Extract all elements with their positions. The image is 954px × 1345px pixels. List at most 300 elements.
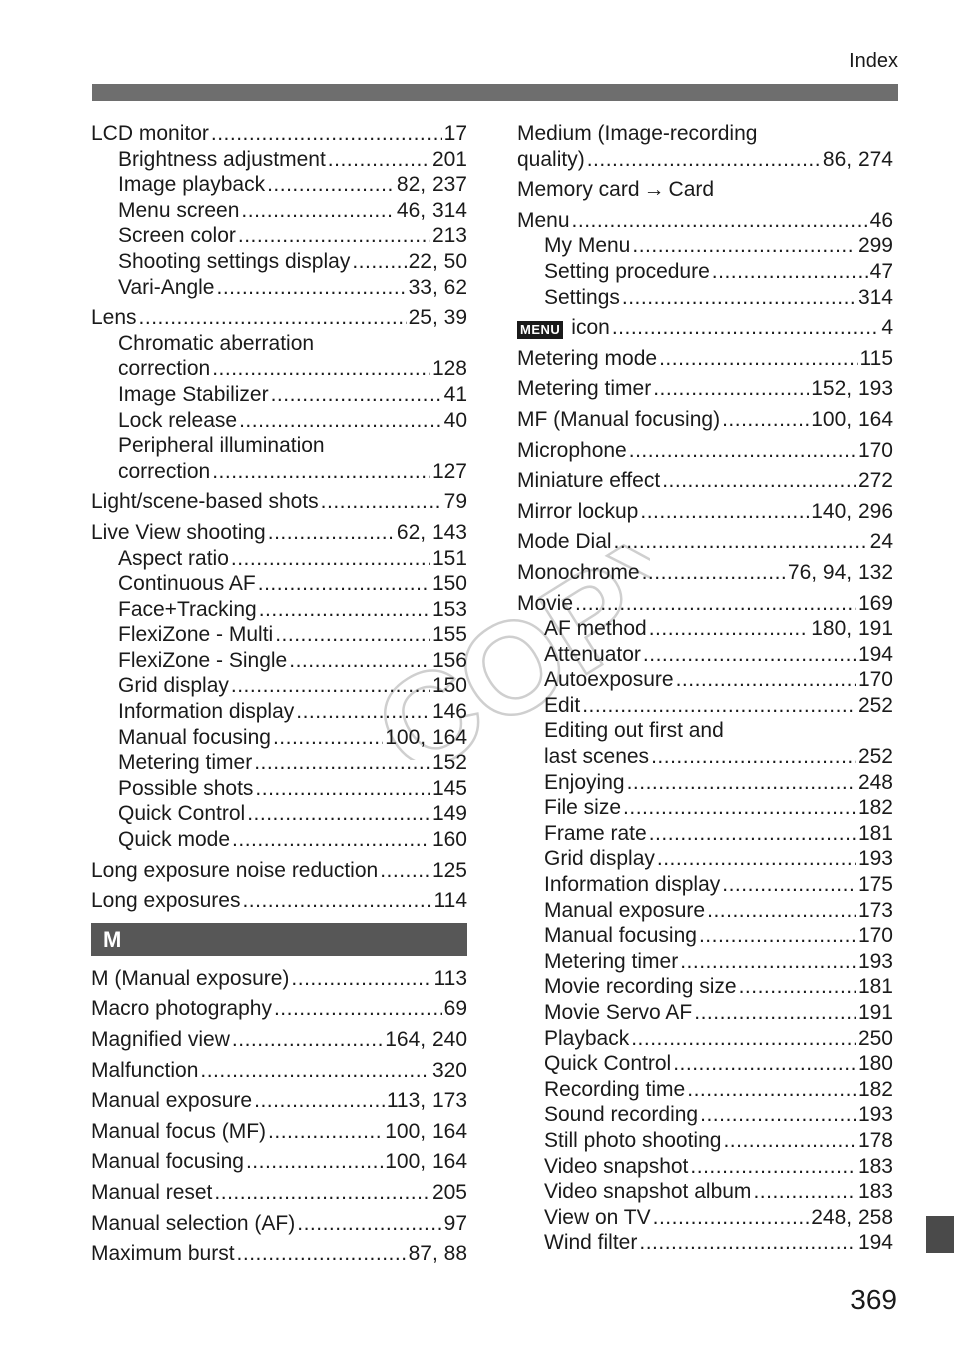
dot-leader bbox=[649, 821, 856, 847]
page-ref: 178 bbox=[857, 1128, 893, 1152]
entry-label: Light/scene-based shots bbox=[91, 490, 319, 514]
entry-label: Manual focusing bbox=[118, 725, 271, 749]
entry-label: Grid display bbox=[118, 674, 229, 698]
index-subentry bbox=[517, 1077, 893, 1103]
entry-label: Movie bbox=[517, 591, 574, 615]
dot-leader bbox=[642, 560, 786, 586]
page-ref: 149 bbox=[431, 802, 467, 826]
dot-leader bbox=[673, 1051, 856, 1077]
page-ref: 150 bbox=[431, 572, 467, 596]
entry-label: Miniature effect bbox=[517, 469, 661, 493]
index-subentry bbox=[517, 1051, 893, 1077]
page-ref: 153 bbox=[431, 597, 467, 621]
page-ref: 100, 164 bbox=[811, 407, 893, 431]
dot-leader bbox=[380, 858, 430, 884]
page-ref: 82, 237 bbox=[396, 173, 467, 197]
index-subentry bbox=[517, 846, 893, 872]
index-subentry bbox=[91, 249, 467, 275]
see-target: Card bbox=[668, 178, 715, 202]
index-entry bbox=[91, 888, 467, 914]
dot-leader bbox=[612, 315, 880, 341]
entry-label: Shooting settings display bbox=[118, 249, 351, 273]
entry-label: FlexiZone - Multi bbox=[118, 623, 274, 647]
entry-label: Manual selection (AF) bbox=[91, 1211, 296, 1235]
dot-leader bbox=[271, 382, 442, 408]
index-entry bbox=[91, 520, 467, 853]
entry-label: Manual exposure bbox=[91, 1089, 253, 1113]
index-subentry bbox=[517, 1026, 893, 1052]
dot-leader bbox=[232, 1027, 383, 1053]
dot-leader bbox=[238, 223, 430, 249]
dot-leader bbox=[254, 1088, 385, 1114]
dot-leader bbox=[707, 898, 856, 924]
dot-leader bbox=[657, 846, 856, 872]
dot-leader bbox=[352, 249, 406, 275]
page-ref: 193 bbox=[857, 847, 893, 871]
index-subentry bbox=[517, 898, 893, 924]
dot-leader bbox=[274, 996, 442, 1022]
index-entry-row bbox=[91, 888, 467, 914]
entry-label: Metering timer bbox=[544, 949, 679, 973]
dot-leader bbox=[139, 305, 407, 331]
index-entry-row bbox=[91, 1241, 467, 1267]
index-entry-row bbox=[91, 489, 467, 515]
page-ref: 100, 164 bbox=[385, 1150, 467, 1174]
page-ref: 25, 39 bbox=[408, 306, 467, 330]
index-subentry bbox=[517, 974, 893, 1000]
page-ref: 252 bbox=[857, 693, 893, 717]
index-entry-row bbox=[91, 121, 467, 147]
page-ref: 213 bbox=[431, 224, 467, 248]
index-subentry bbox=[91, 275, 467, 301]
page-ref: 164, 240 bbox=[385, 1028, 467, 1051]
page-ref: 40 bbox=[443, 408, 467, 432]
index-entry-row bbox=[517, 315, 893, 341]
index-entry-row bbox=[91, 1119, 467, 1145]
index-entry bbox=[517, 121, 893, 172]
dot-leader bbox=[275, 622, 430, 648]
dot-leader bbox=[722, 407, 809, 433]
page-ref: 140, 296 bbox=[811, 499, 893, 523]
entry-label: Menu bbox=[517, 208, 570, 232]
index-subentry bbox=[517, 923, 893, 949]
dot-leader bbox=[273, 725, 383, 751]
page-ref: 182 bbox=[857, 796, 893, 820]
entry-label: Edit bbox=[544, 693, 581, 717]
index-entry-row bbox=[517, 177, 893, 203]
page-ref: 156 bbox=[431, 648, 467, 672]
page-ref: 150 bbox=[431, 674, 467, 698]
index-subentry bbox=[517, 285, 893, 311]
entry-label: Macro photography bbox=[91, 997, 272, 1021]
dot-leader bbox=[649, 616, 810, 642]
entry-label: AF method bbox=[544, 617, 647, 641]
index-subentry bbox=[91, 801, 467, 827]
index-entry-row bbox=[91, 1027, 467, 1053]
index-entry bbox=[517, 315, 893, 341]
index-entry bbox=[91, 1211, 467, 1237]
entry-label: Frame rate bbox=[544, 821, 647, 845]
dot-leader bbox=[653, 1205, 810, 1231]
entry-label: Metering timer bbox=[517, 377, 652, 401]
index-subentry bbox=[91, 776, 467, 802]
index-column-right bbox=[517, 121, 893, 1256]
page-ref: 115 bbox=[859, 346, 893, 370]
index-entry-row bbox=[91, 520, 467, 546]
dot-leader bbox=[297, 1211, 441, 1237]
page-ref: 170 bbox=[857, 924, 893, 948]
entry-label: Continuous AF bbox=[118, 572, 256, 596]
index-entry-row bbox=[91, 1088, 467, 1114]
entry-label: Brightness adjustment bbox=[118, 147, 326, 171]
dot-leader bbox=[622, 285, 856, 311]
dot-leader bbox=[662, 468, 856, 494]
index-entry bbox=[517, 529, 893, 555]
dot-leader bbox=[268, 1119, 383, 1145]
page-ref: 182 bbox=[857, 1077, 893, 1101]
page-number: 369 bbox=[850, 1284, 897, 1315]
dot-leader bbox=[291, 966, 431, 992]
page-ref: 69 bbox=[443, 997, 467, 1021]
index-subentry bbox=[91, 198, 467, 224]
dot-leader bbox=[623, 795, 856, 821]
entry-label: Medium (Image-recording bbox=[517, 122, 758, 145]
entry-label: Microphone bbox=[517, 438, 627, 462]
index-entry bbox=[517, 438, 893, 464]
index-subentry bbox=[91, 673, 467, 699]
index-entry bbox=[91, 1180, 467, 1206]
entry-label: File size bbox=[544, 796, 622, 820]
index-entry-row bbox=[91, 996, 467, 1022]
index-subentry bbox=[91, 546, 467, 572]
index-subentry bbox=[91, 827, 467, 853]
dot-leader bbox=[255, 776, 430, 802]
dot-leader bbox=[254, 750, 430, 776]
index-entry-row bbox=[517, 346, 893, 372]
entry-label: Recording time bbox=[544, 1077, 686, 1101]
index-subentry bbox=[517, 259, 893, 285]
page-ref: 201 bbox=[431, 147, 467, 171]
index-subentry bbox=[517, 1128, 893, 1154]
index-entry bbox=[91, 966, 467, 992]
index-entry bbox=[91, 489, 467, 515]
index-subentry bbox=[517, 949, 893, 975]
page-ref: 46, 314 bbox=[396, 198, 467, 222]
entry-label: Lock release bbox=[118, 408, 238, 432]
dot-leader bbox=[639, 1230, 856, 1256]
dot-leader bbox=[242, 888, 431, 914]
page-ref: 100, 164 bbox=[385, 1119, 467, 1143]
index-entry bbox=[91, 305, 467, 484]
dot-leader bbox=[739, 974, 856, 1000]
index-entry-row bbox=[517, 468, 893, 494]
page-ref: 125 bbox=[431, 858, 467, 882]
page-ref: 160 bbox=[431, 828, 467, 852]
index-column-left bbox=[91, 121, 467, 1267]
entry-label: Quick Control bbox=[118, 802, 246, 826]
index-subentry bbox=[517, 872, 893, 898]
page-ref: 24 bbox=[869, 530, 893, 554]
entry-label: Quick Control bbox=[544, 1052, 672, 1076]
page-ref: 180, 191 bbox=[811, 617, 893, 641]
entry-label: Manual focusing bbox=[91, 1150, 244, 1174]
index-subentry bbox=[91, 750, 467, 776]
index-entry-row bbox=[517, 147, 893, 173]
index-subentry bbox=[91, 622, 467, 648]
entry-label-line1 bbox=[517, 121, 893, 147]
index-entry bbox=[91, 996, 467, 1022]
page-ref: 79 bbox=[443, 490, 467, 514]
index-subentry bbox=[517, 770, 893, 796]
index-entry bbox=[91, 1027, 467, 1053]
entry-label: Movie recording size bbox=[544, 975, 737, 999]
dot-leader bbox=[328, 147, 430, 173]
index-entry bbox=[517, 591, 893, 1256]
index-entry-row bbox=[517, 499, 893, 525]
dot-leader bbox=[217, 275, 407, 301]
entry-label: icon bbox=[571, 316, 610, 340]
index-entry bbox=[91, 1058, 467, 1084]
dot-leader bbox=[231, 673, 430, 699]
page-ref: 194 bbox=[857, 1231, 893, 1255]
index-entry-row bbox=[91, 966, 467, 992]
page-ref: 127 bbox=[431, 459, 467, 483]
entry-label: Video snapshot album bbox=[544, 1180, 752, 1204]
entry-label: Possible shots bbox=[118, 776, 254, 800]
index-subentry bbox=[91, 331, 467, 357]
index-subentry bbox=[517, 1102, 893, 1128]
index-entry bbox=[517, 177, 893, 203]
entry-label: M (Manual exposure) bbox=[91, 966, 290, 990]
dot-leader bbox=[687, 1077, 856, 1103]
dot-leader bbox=[632, 233, 856, 259]
dot-leader bbox=[651, 744, 856, 770]
index-subentry bbox=[517, 1154, 893, 1180]
entry-label: Attenuator bbox=[544, 642, 641, 666]
menu-icon: MENU bbox=[517, 321, 563, 339]
page-ref: 151 bbox=[431, 546, 467, 570]
index-entry-row bbox=[91, 1180, 467, 1206]
section-heading-m: M bbox=[91, 923, 467, 956]
index-subentry bbox=[91, 571, 467, 597]
index-subentry bbox=[517, 1000, 893, 1026]
entry-label: Autoexposure bbox=[544, 668, 674, 692]
index-subentry bbox=[91, 725, 467, 751]
page-ref: 152 bbox=[431, 751, 467, 775]
page-ref: 248 bbox=[857, 770, 893, 794]
index-subentry bbox=[91, 172, 467, 198]
page-ref: 193 bbox=[857, 949, 893, 973]
index-entry-row bbox=[91, 1058, 467, 1084]
dot-leader bbox=[572, 208, 868, 234]
entry-label: Playback bbox=[544, 1026, 630, 1050]
dot-leader bbox=[627, 770, 856, 796]
entry-label: Image Stabilizer bbox=[118, 382, 269, 406]
index-subentry bbox=[91, 356, 467, 382]
index-subentry bbox=[517, 616, 893, 642]
dot-leader bbox=[753, 1179, 856, 1205]
entry-label: correction bbox=[118, 459, 211, 483]
dot-leader bbox=[690, 1154, 856, 1180]
dot-leader bbox=[258, 571, 430, 597]
dot-leader bbox=[212, 459, 430, 485]
page-ref: 272 bbox=[857, 469, 893, 493]
entry-label: Malfunction bbox=[91, 1058, 199, 1082]
dot-leader bbox=[640, 499, 809, 525]
dot-leader bbox=[659, 346, 857, 372]
index-entry-row bbox=[517, 407, 893, 433]
page-ref: 22, 50 bbox=[408, 249, 467, 273]
index-entry bbox=[91, 1119, 467, 1145]
index-entry-row bbox=[91, 1149, 467, 1175]
page-ref: 193 bbox=[857, 1103, 893, 1127]
entry-label: Monochrome bbox=[517, 560, 640, 584]
index-entry bbox=[517, 468, 893, 494]
watermark-text: COPY bbox=[351, 520, 650, 760]
page-ref: 191 bbox=[857, 1001, 893, 1024]
index-entry bbox=[517, 346, 893, 372]
dot-leader bbox=[296, 699, 430, 725]
page-ref: 205 bbox=[431, 1180, 467, 1204]
entry-label: Manual focusing bbox=[544, 924, 697, 948]
index-entry bbox=[517, 407, 893, 433]
page-ref: 47 bbox=[869, 259, 893, 283]
entry-label: Face+Tracking bbox=[118, 597, 257, 621]
index-subentry bbox=[91, 382, 467, 408]
page-ref: 97 bbox=[443, 1211, 467, 1235]
index-entry-row bbox=[517, 560, 893, 586]
entry-label: Mirror lockup bbox=[517, 499, 639, 523]
page-ref: 145 bbox=[431, 776, 467, 800]
index-entry-row bbox=[517, 208, 893, 234]
dot-leader bbox=[699, 923, 856, 949]
entry-label: Manual reset bbox=[91, 1180, 213, 1204]
index-entry bbox=[517, 499, 893, 525]
page-ref: 181 bbox=[857, 975, 893, 999]
entry-label: Aspect ratio bbox=[118, 546, 229, 570]
page-ref: 17 bbox=[443, 122, 467, 145]
entry-label: Grid display bbox=[544, 847, 655, 871]
page-ref: 114 bbox=[433, 889, 467, 913]
entry-label: Maximum burst bbox=[91, 1242, 235, 1266]
entry-label: Vari-Angle bbox=[118, 275, 215, 299]
entry-label: FlexiZone - Single bbox=[118, 648, 288, 672]
page-ref: 183 bbox=[857, 1180, 893, 1204]
index-subentry bbox=[517, 233, 893, 259]
index-entry bbox=[517, 208, 893, 310]
entry-label: quality) bbox=[517, 147, 585, 171]
page-ref: 113, 173 bbox=[386, 1089, 467, 1113]
dot-leader bbox=[582, 693, 856, 719]
entry-label: Settings bbox=[544, 285, 620, 309]
dot-leader bbox=[575, 591, 856, 617]
page-ref: 250 bbox=[857, 1026, 893, 1050]
page-ref: 169 bbox=[857, 591, 893, 615]
entry-label: Image playback bbox=[118, 173, 266, 197]
entry-label: MF (Manual focusing) bbox=[517, 407, 721, 431]
index-entry bbox=[517, 560, 893, 586]
page-ref: 248, 258 bbox=[811, 1205, 893, 1229]
entry-label: Editing out first and bbox=[544, 719, 724, 743]
index-subentry bbox=[517, 693, 893, 719]
entry-label: Enjoying bbox=[544, 770, 625, 794]
index-subentry bbox=[91, 597, 467, 623]
page-ref: 170 bbox=[857, 668, 893, 692]
dot-leader bbox=[259, 597, 430, 623]
page-ref: 175 bbox=[857, 873, 893, 897]
entry-label: Live View shooting bbox=[91, 520, 266, 544]
page-ref: 76, 94, 132 bbox=[787, 560, 893, 584]
dot-leader bbox=[231, 546, 430, 572]
index-subentry bbox=[91, 648, 467, 674]
entry-label: Screen color bbox=[118, 224, 236, 248]
entry-label: Peripheral illumination bbox=[118, 434, 325, 458]
entry-label: Metering mode bbox=[517, 346, 658, 370]
entry-label: My Menu bbox=[544, 234, 631, 258]
dot-leader bbox=[289, 648, 430, 674]
entry-label: Mode Dial bbox=[517, 530, 612, 554]
index-subentry bbox=[517, 667, 893, 693]
page-ref: 33, 62 bbox=[408, 275, 467, 299]
entry-label: Setting procedure bbox=[544, 259, 710, 283]
entry-label: Manual focus (MF) bbox=[91, 1119, 267, 1143]
page-ref: 155 bbox=[431, 623, 467, 647]
page-ref: 4 bbox=[881, 316, 893, 340]
page-ref: 46 bbox=[869, 208, 893, 232]
entry-label: last scenes bbox=[544, 745, 650, 769]
dot-leader bbox=[700, 1102, 856, 1128]
index-entry bbox=[91, 1088, 467, 1114]
index-entry bbox=[91, 1241, 467, 1267]
entry-label: Still photo shooting bbox=[544, 1128, 722, 1152]
index-subentry bbox=[517, 795, 893, 821]
page-ref: 183 bbox=[857, 1154, 893, 1178]
entry-label: View on TV bbox=[544, 1205, 651, 1229]
page-ref: 170 bbox=[857, 438, 893, 462]
index-subentry bbox=[91, 408, 467, 434]
index-subentry bbox=[517, 821, 893, 847]
dot-leader bbox=[200, 1058, 430, 1084]
see-arrow: → bbox=[643, 178, 665, 202]
dot-leader bbox=[723, 1128, 855, 1154]
dot-leader bbox=[643, 642, 856, 668]
index-subentry bbox=[91, 433, 467, 459]
dot-leader bbox=[246, 1149, 383, 1175]
page-ref: 181 bbox=[857, 821, 893, 845]
dot-leader bbox=[267, 172, 395, 198]
page-ref: 86, 274 bbox=[822, 147, 893, 171]
page-ref: 194 bbox=[857, 642, 893, 666]
page-ref: 146 bbox=[431, 700, 467, 724]
dot-leader bbox=[211, 121, 442, 147]
header-bar bbox=[92, 84, 898, 101]
page-ref: 62, 143 bbox=[396, 520, 467, 544]
dot-leader bbox=[239, 408, 442, 434]
index-entry bbox=[91, 858, 467, 884]
entry-label: Quick mode bbox=[118, 828, 231, 852]
page-ref: 173 bbox=[857, 898, 893, 922]
index-subentry bbox=[91, 699, 467, 725]
entry-label: Metering timer bbox=[118, 751, 253, 775]
index-entry bbox=[91, 121, 467, 300]
index-entry-row bbox=[517, 529, 893, 555]
dot-leader bbox=[214, 1180, 430, 1206]
index-subentry bbox=[517, 744, 893, 770]
page-ref: 128 bbox=[431, 357, 467, 381]
entry-label: Sound recording bbox=[544, 1103, 699, 1127]
index-subentry bbox=[91, 223, 467, 249]
page-ref: 180 bbox=[857, 1052, 893, 1076]
